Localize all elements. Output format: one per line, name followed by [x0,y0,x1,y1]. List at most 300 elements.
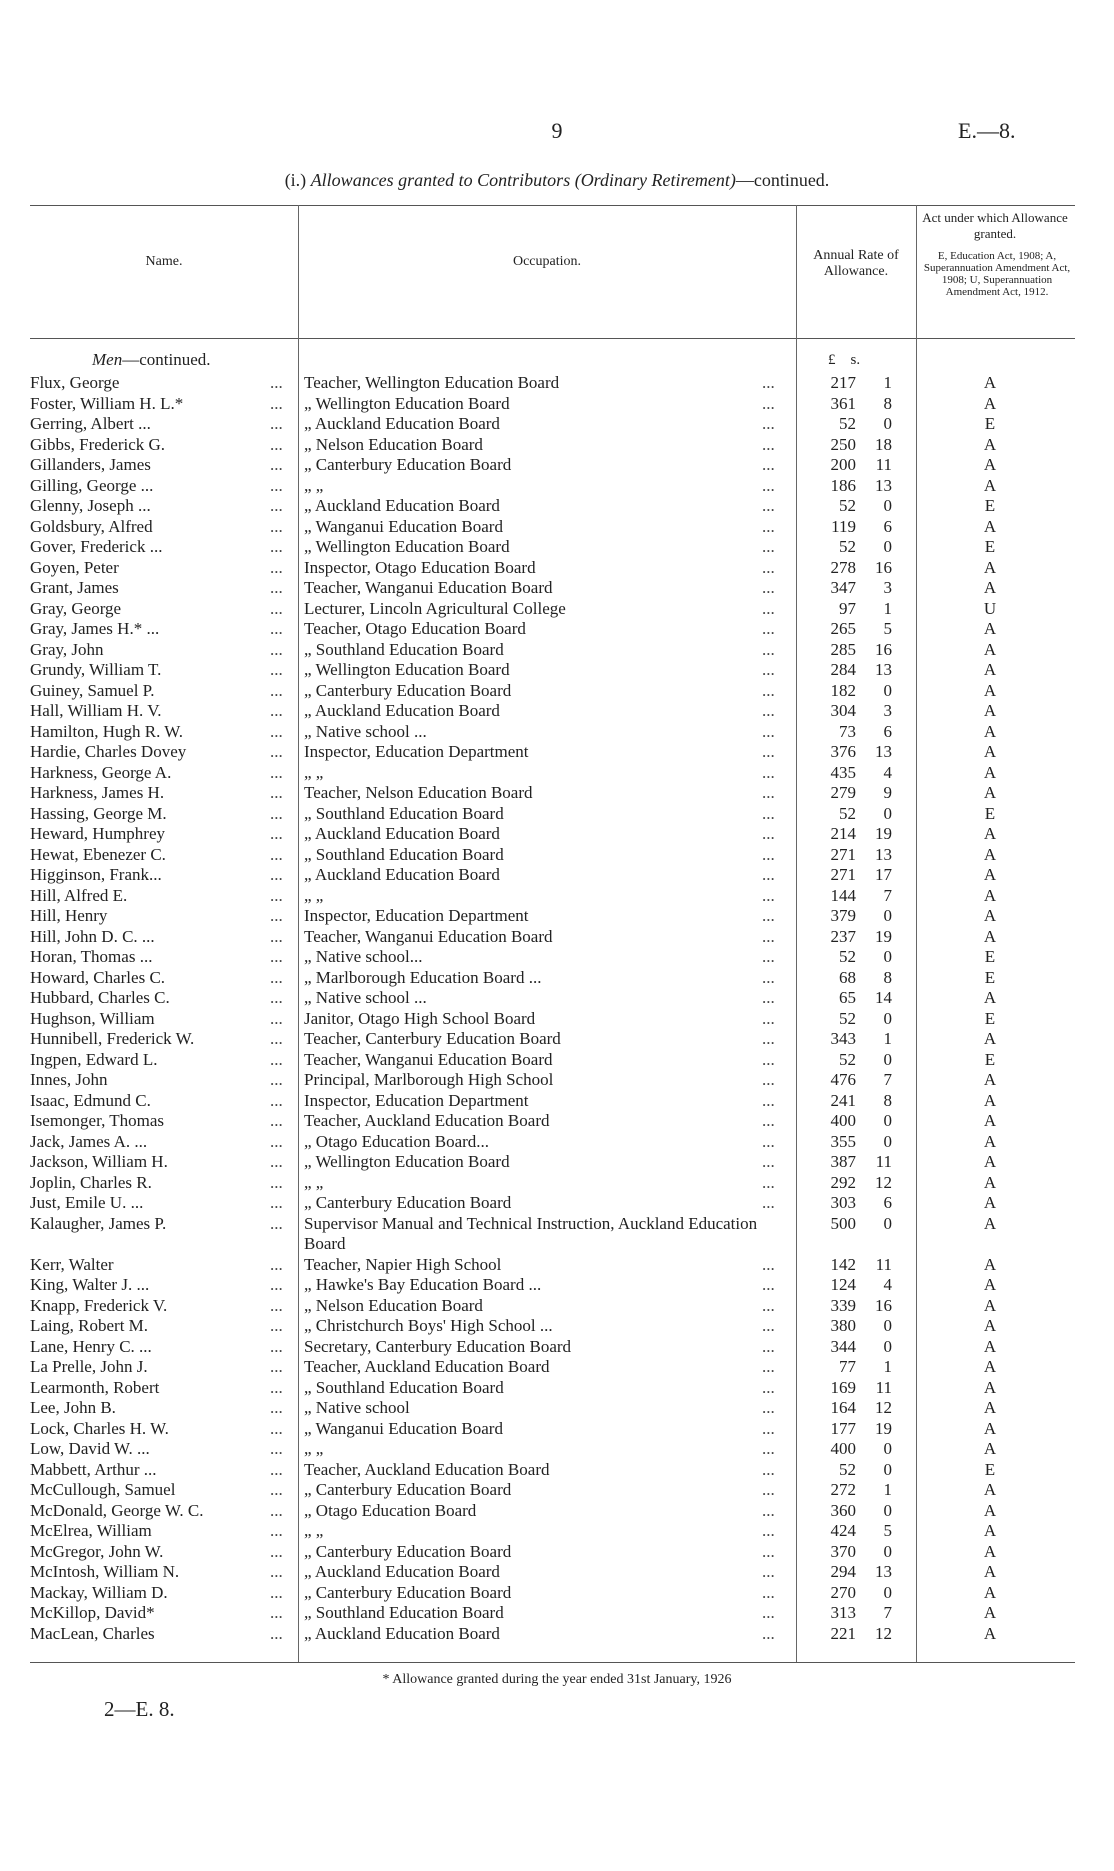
act-code: A [983,1193,997,1212]
act-code: A [983,1336,997,1356]
table-row [0,1460,1114,1481]
allowance-shillings: 6 [883,516,892,536]
allowance-shillings: 0 [883,1459,892,1479]
table-row [0,394,1114,415]
leader-dots: ... [762,660,775,679]
contributor-name: Kerr, Walter [30,1254,114,1274]
occupation: Teacher, Wanganui Education Board [304,1049,553,1069]
allowance-shillings: 0 [883,1111,892,1130]
occupation: Inspector, Otago Education Board [304,557,536,577]
allowance-pounds: 304 [830,701,856,720]
occupation: „ Auckland Education Board [304,701,500,720]
leader-dots: ... [762,947,775,966]
leader-dots: ... [762,1172,775,1192]
allowance-pounds: 142 [830,1254,856,1274]
allowance-pounds: 221 [830,1623,856,1643]
leader-dots: ... [762,393,775,413]
occupation: „ „ [304,885,324,905]
allowance-shillings: 1 [883,1480,892,1499]
table-row [0,1173,1114,1194]
act-code: A [983,1480,997,1499]
allowance-shillings: 13 [875,660,892,679]
contributor-name: Hardie, Charles Dovey [30,742,187,761]
table-row [0,824,1114,845]
occupation: Teacher, Auckland Education Board [304,1357,550,1376]
leader-dots: ... [762,1131,775,1151]
table-row [0,906,1114,927]
allowance-pounds: 241 [830,1090,856,1110]
contributor-name: Grundy, William T. [30,660,162,679]
occupation: Teacher, Auckland Education Board [304,1111,550,1130]
contributor-name: Innes, John [30,1070,108,1089]
occupation: Janitor, Otago High School Board [304,1008,536,1028]
leader-dots: ... [270,1439,283,1458]
leader-dots: ... [270,1562,283,1581]
table-row [0,599,1114,620]
contributor-name: Jack, James A. ... [30,1131,148,1151]
leader-dots: ... [762,557,775,577]
act-code: A [983,1070,997,1089]
contributor-name: Gray, John [30,639,104,659]
contributor-name: Knapp, Frederick V. [30,1295,168,1315]
act-code: U [983,598,997,618]
leader-dots: ... [270,496,283,515]
act-code: E [984,803,996,823]
leader-dots: ... [762,906,775,925]
allowance-shillings: 3 [883,701,892,720]
act-code: A [983,885,997,905]
occupation: „ Auckland Education Board [304,1623,500,1643]
allowance-shillings: 0 [883,1049,892,1069]
occupation: „ „ [304,1172,324,1192]
allowance-pounds: 360 [830,1500,856,1520]
act-code: A [983,455,997,474]
allowance-shillings: 1 [883,373,892,392]
contributor-name: McGregor, John W. [30,1541,164,1561]
table-row [0,1214,1114,1255]
leader-dots: ... [762,1541,775,1561]
leader-dots: ... [270,967,283,987]
allowance-pounds: 278 [830,557,856,577]
act-code: A [983,926,997,946]
allowance-shillings: 19 [875,824,892,843]
act-code: A [983,393,997,413]
contributor-name: Flux, George [30,373,120,392]
occupation: Inspector, Education Department [304,906,529,925]
table-row [0,1624,1114,1645]
act-code: E [984,496,996,515]
allowance-shillings: 7 [883,1603,892,1622]
act-code: A [983,373,997,392]
leader-dots: ... [762,680,775,700]
occupation: „ Auckland Education Board [304,496,500,515]
leader-dots: ... [270,1357,283,1376]
allowance-shillings: 13 [875,475,892,495]
contributor-name: Higginson, Frank... [30,865,162,884]
leader-dots: ... [270,947,283,966]
leader-dots: ... [762,1008,775,1028]
act-code: A [983,906,997,925]
occupation: „ Otago Education Board [304,1500,477,1520]
table-row [0,455,1114,476]
occupation: „ Canterbury Education Board [304,1193,512,1212]
leader-dots: ... [270,598,283,618]
table-row [0,804,1114,825]
leader-dots: ... [270,639,283,659]
leader-dots: ... [762,1111,775,1130]
allowance-pounds: 285 [830,639,856,659]
leader-dots: ... [270,1049,283,1069]
act-code: A [983,1295,997,1315]
allowance-shillings: 12 [875,1398,892,1417]
leader-dots: ... [762,1152,775,1171]
contributor-name: Hassing, George M. [30,803,167,823]
leader-dots: ... [762,762,775,782]
allowance-shillings: 6 [883,1193,892,1212]
occupation: „ Nelson Education Board [304,1295,483,1315]
contributor-name: Mabbett, Arthur ... [30,1459,157,1479]
allowance-pounds: 182 [830,680,856,700]
occupation: „ Canterbury Education Board [304,455,512,474]
allowance-pounds: 271 [830,865,856,884]
table-row [0,763,1114,784]
table-row [0,1275,1114,1296]
occupation: „ Canterbury Education Board [304,1480,512,1499]
table-row [0,722,1114,743]
allowance-shillings: 0 [883,803,892,823]
allowance-pounds: 77 [839,1357,856,1376]
allowance-pounds: 294 [830,1562,856,1581]
allowance-pounds: 124 [830,1275,856,1294]
allowance-shillings: 0 [883,1213,892,1233]
act-code: A [983,988,997,1007]
table-row [0,1091,1114,1112]
leader-dots: ... [270,824,283,843]
occupation: Teacher, Wellington Education Board [304,373,560,392]
pounds-unit: £ [828,352,836,368]
occupation: Teacher, Auckland Education Board [304,1459,550,1479]
contributor-name: Goldsbury, Alfred [30,516,153,536]
leader-dots: ... [270,373,283,392]
occupation: Teacher, Otago Education Board [304,619,526,638]
allowance-shillings: 7 [883,1070,892,1089]
allowance-shillings: 0 [883,1500,892,1520]
table-row [0,1296,1114,1317]
occupation: „ „ [304,762,324,782]
leader-dots: ... [762,824,775,843]
leader-dots: ... [762,1070,775,1089]
contributor-name: Hill, Alfred E. [30,885,128,905]
leader-dots: ... [762,1193,775,1212]
contributor-name: Hill, John D. C. ... [30,926,155,946]
act-code: E [984,537,996,556]
contributor-name: Hewat, Ebenezer C. [30,844,166,864]
occupation: „ Canterbury Education Board [304,680,512,700]
allowance-pounds: 250 [830,434,856,454]
leader-dots: ... [762,434,775,454]
table-row [0,1193,1114,1214]
occupation: Principal, Marlborough High School [304,1070,554,1089]
act-code: A [983,1357,997,1376]
column-header-act: Act under which Allowance granted. [922,210,1068,241]
allowance-pounds: 344 [830,1336,856,1356]
table-row [0,640,1114,661]
leader-dots: ... [270,1418,283,1438]
footnote: * Allowance granted during the year ended 31st January, 1926 [382,1672,732,1687]
leader-dots: ... [762,844,775,864]
allowance-shillings: 0 [883,414,892,433]
leader-dots: ... [270,455,283,474]
occupation: „ Southland Education Board [304,639,504,659]
act-code: A [983,1152,997,1171]
occupation: „ Southland Education Board [304,803,504,823]
contributor-name: Hubbard, Charles C. [30,988,170,1007]
table-row [0,1562,1114,1583]
contributor-name: McCullough, Samuel [30,1480,176,1499]
act-code: A [983,721,997,741]
contributor-name: McIntosh, William N. [30,1562,180,1581]
allowance-shillings: 11 [875,1377,892,1397]
contributor-name: Low, David W. ... [30,1439,150,1458]
allowance-shillings: 19 [875,926,892,946]
allowance-shillings: 0 [883,1439,892,1458]
leader-dots: ... [762,1439,775,1458]
contributor-name: Hughson, William [30,1008,155,1028]
allowance-pounds: 313 [830,1603,856,1622]
leader-dots: ... [762,1603,775,1622]
act-code: E [984,414,996,433]
table-row [0,578,1114,599]
leader-dots: ... [762,701,775,720]
leader-dots: ... [270,742,283,761]
leader-dots: ... [270,557,283,577]
leader-dots: ... [762,1090,775,1110]
table-row [0,1583,1114,1604]
act-code: A [983,1521,997,1540]
occupation: „ Southland Education Board [304,1603,504,1622]
allowance-pounds: 500 [830,1213,856,1233]
leader-dots: ... [270,1582,283,1602]
footer-reference: 2—E. 8. [104,1697,175,1721]
contributor-name: Harkness, George A. [30,762,172,782]
leader-dots: ... [270,926,283,946]
leader-dots: ... [762,619,775,638]
leader-dots: ... [270,660,283,679]
table-row [0,865,1114,886]
table-top-rule [30,205,1075,206]
allowance-shillings: 0 [883,1541,892,1561]
occupation: „ Native school... [304,947,423,966]
leader-dots: ... [270,988,283,1007]
allowance-shillings: 1 [883,1029,892,1048]
act-code: A [983,783,997,802]
occupation: „ Auckland Education Board [304,824,500,843]
contributor-name: Foster, William H. L.* [30,393,184,413]
table-row [0,558,1114,579]
allowance-pounds: 52 [839,1459,856,1479]
contributor-name: MacLean, Charles [30,1623,155,1643]
occupation: „ Auckland Education Board [304,1562,500,1581]
act-code: A [983,865,997,884]
allowance-pounds: 387 [830,1152,856,1171]
column-header-name: Name. [145,254,183,269]
leader-dots: ... [762,1029,775,1048]
leader-dots: ... [762,1275,775,1294]
contributor-name: Laing, Robert M. [30,1316,149,1335]
act-code: A [983,1541,997,1561]
allowance-shillings: 8 [883,1090,892,1110]
act-code: E [984,1459,996,1479]
leader-dots: ... [270,1603,283,1622]
occupation: „ Auckland Education Board [304,414,500,433]
occupation: Teacher, Napier High School [304,1254,502,1274]
table-row [0,1378,1114,1399]
leader-dots: ... [762,578,775,597]
column-header-occupation: Occupation. [512,254,582,269]
leader-dots: ... [762,537,775,556]
occupation: „ Native school [304,1398,410,1417]
contributor-name: Lee, John B. [30,1398,116,1417]
leader-dots: ... [270,1008,283,1028]
act-code: A [983,680,997,700]
act-code: A [983,1275,997,1294]
allowance-pounds: 217 [830,373,856,392]
leader-dots: ... [270,393,283,413]
allowance-shillings: 13 [875,742,892,761]
allowance-shillings: 17 [875,865,892,884]
act-code: A [983,1418,997,1438]
allowance-pounds: 52 [839,803,856,823]
table-row [0,701,1114,722]
table-row [0,1050,1114,1071]
occupation: „ Canterbury Education Board [304,1541,512,1561]
allowance-shillings: 4 [883,1275,892,1294]
allowance-pounds: 169 [830,1377,856,1397]
allowance-pounds: 284 [830,660,856,679]
allowance-pounds: 379 [830,906,856,925]
contributor-name: Gillanders, James [30,455,151,474]
leader-dots: ... [270,1295,283,1315]
table-row [0,1419,1114,1440]
allowance-shillings: 5 [883,619,892,638]
contributor-name: Gerring, Albert ... [30,414,151,433]
contributor-name: Hunnibell, Frederick W. [30,1029,195,1048]
leader-dots: ... [762,373,775,392]
allowance-pounds: 343 [830,1029,856,1048]
occupation: „ „ [304,1439,324,1458]
allowance-shillings: 11 [875,1152,892,1171]
allowance-pounds: 52 [839,1008,856,1028]
act-code: A [983,1131,997,1151]
leader-dots: ... [762,1357,775,1376]
occupation: „ Canterbury Education Board [304,1582,512,1602]
occupation: „ Wellington Education Board [304,537,510,556]
contributor-name: King, Walter J. ... [30,1275,150,1294]
leader-dots: ... [270,578,283,597]
allowance-pounds: 97 [839,598,856,618]
table-row [0,988,1114,1009]
allowance-shillings: 8 [883,393,892,413]
table-row [0,517,1114,538]
table-row [0,435,1114,456]
leader-dots: ... [270,516,283,536]
table-row [0,373,1114,394]
leader-dots: ... [762,1459,775,1479]
allowance-shillings: 16 [875,1295,892,1315]
table-row [0,1603,1114,1624]
contributor-name: McKillop, David* [30,1603,155,1622]
act-code: A [983,1029,997,1048]
allowance-shillings: 0 [883,1131,892,1151]
leader-dots: ... [762,1295,775,1315]
table-row [0,1501,1114,1522]
allowance-shillings: 4 [883,762,892,782]
table-row [0,1316,1114,1337]
occupation: „ Wellington Education Board [304,660,510,679]
table-row [0,1357,1114,1378]
leader-dots: ... [270,434,283,454]
leader-dots: ... [270,1480,283,1499]
leader-dots: ... [762,783,775,802]
table-row [0,947,1114,968]
occupation: „ „ [304,475,324,495]
table-row [0,968,1114,989]
contributor-name: Lock, Charles H. W. [30,1418,169,1438]
contributor-name: Hill, Henry [30,906,108,925]
leader-dots: ... [270,1152,283,1171]
act-code: A [983,1111,997,1130]
occupation: „ Hawke's Bay Education Board ... [304,1275,542,1294]
act-code: E [984,1049,996,1069]
allowance-pounds: 52 [839,496,856,515]
occupation: „ Auckland Education Board [304,865,500,884]
table-row [0,1009,1114,1030]
leader-dots: ... [270,1029,283,1048]
leader-dots: ... [762,475,775,495]
allowance-shillings: 0 [883,496,892,515]
allowance-pounds: 370 [830,1541,856,1561]
allowance-pounds: 214 [830,824,856,843]
table-title [0,170,1114,191]
act-code: E [984,1008,996,1028]
act-code: A [983,619,997,638]
occupation: „ Southland Education Board [304,1377,504,1397]
leader-dots: ... [762,1398,775,1417]
occupation: „ Wellington Education Board [304,393,510,413]
table-row [0,537,1114,558]
act-code: A [983,1090,997,1110]
leader-dots: ... [270,1316,283,1335]
leader-dots: ... [270,1172,283,1192]
leader-dots: ... [762,967,775,987]
allowance-pounds: 400 [830,1111,856,1130]
act-code: A [983,1398,997,1417]
leader-dots: ... [762,639,775,659]
allowance-shillings: 16 [875,639,892,659]
act-code: A [983,1316,997,1335]
occupation: „ Native school ... [304,721,427,741]
allowance-pounds: 339 [830,1295,856,1315]
page-number: 9 [551,118,563,143]
leader-dots: ... [762,516,775,536]
contributor-name: Mackay, William D. [30,1582,168,1602]
act-code: A [983,475,997,495]
allowance-shillings: 12 [875,1172,892,1192]
allowance-pounds: 361 [830,393,856,413]
occupation: „ Southland Education Board [304,844,504,864]
leader-dots: ... [270,1500,283,1520]
allowance-pounds: 144 [830,885,856,905]
